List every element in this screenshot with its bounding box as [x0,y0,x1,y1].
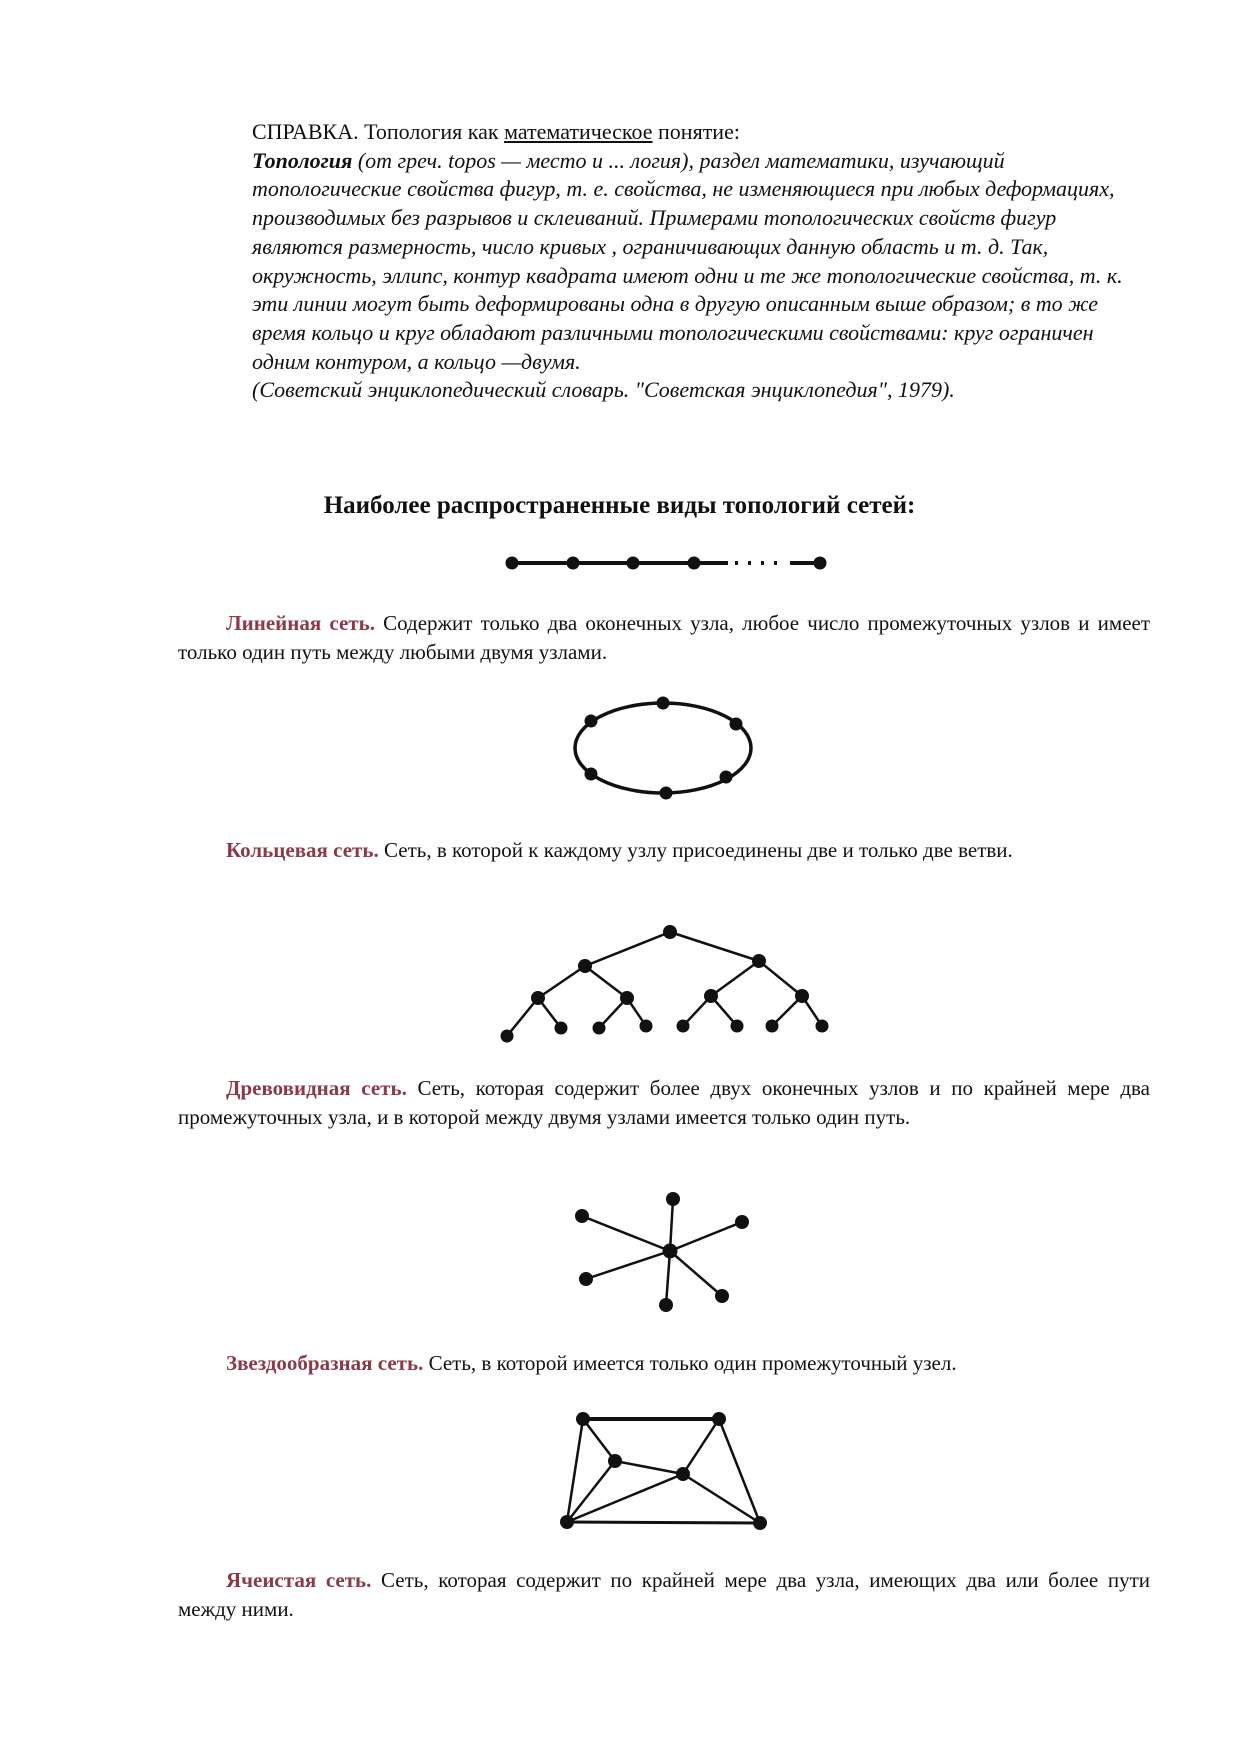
linear-network-description: Линейная сеть. Содержит только два оконечных узла, любое число промежуточных узлов и имеет только один путь между любыми двумя узлами. [178,611,1151,664]
mesh-network-description: Ячеистая сеть. Сеть, которая содержит по крайней мере два узла, имеющих два или более пути между ними. [178,1568,1150,1621]
section-heading: Наиболее распространенные виды топологий сетей: [323,492,916,519]
mesh-network-term: Ячеистая сеть. [226,1568,372,1592]
note-underlined-word: математическое [504,119,653,144]
ring-network-term: Кольцевая сеть. [226,838,379,862]
mesh-network-diagram [560,1412,767,1530]
note-title: СПРАВКА. Топология как математическое понятие: [252,119,740,144]
star-network-diagram [575,1192,749,1312]
star-network-description: Звездообразная сеть. Сеть, в которой имеется только один промежуточный узел. [226,1351,957,1375]
tree-network-description: Древовидная сеть. Сеть, которая содержит более двух оконечных узлов и по крайней мере два промежуточных узла, и в которой между двумя узлами имеется только один путь. [178,1076,1150,1129]
ring-network-description: Кольцевая сеть. Сеть, в которой к каждому узлу присоединены две и только две ветви. [226,838,1013,862]
linear-network-diagram [506,557,827,570]
star-network-term: Звездообразная сеть. [226,1351,424,1375]
note-term: Топология [252,147,353,173]
tree-network-diagram [501,925,829,1043]
note-definition-text: (от греч. topos — место и ... логия), раздел математики, изучающий топологические свойства фигур, т. е. свойства, не изменяющиеся при любых деформациях, производимых без разрывов и склеиваний. Примерами топологических свойств фигур являются размерность, число кривых , ограничивающих данную область и т. д. Так, окружность, эллипс, контур квадрата имеют одни и те же топологические свойства, т. к. эти линии могут быть деформированы одна в другую описанным выше образом; в то же время кольцо и круг обладают различными топологическими свойствами: круг ограничен одним контуром, а кольцо —двумя. [252,147,1123,374]
note-source: (Советский энциклопедический словарь. "Советская энциклопедия", 1979). [252,377,955,403]
tree-network-term: Древовидная сеть. [226,1076,407,1100]
linear-network-term: Линейная сеть. [226,611,375,635]
ring-network-diagram [575,697,751,800]
